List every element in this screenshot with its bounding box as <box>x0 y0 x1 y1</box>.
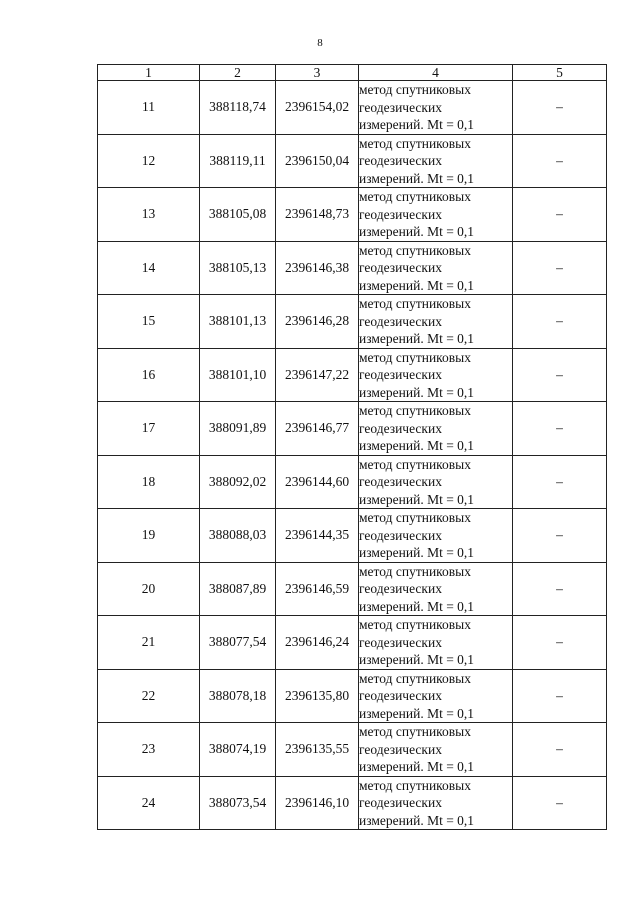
method-line: геодезических <box>359 420 442 436</box>
coordinate-x-cell: 388105,08 <box>200 188 276 242</box>
point-number-cell: 11 <box>98 81 200 135</box>
method-cell <box>359 348 513 402</box>
table-row <box>98 776 607 830</box>
method-line: измерений. Mt = 0,1 <box>359 438 475 453</box>
method-line: измерений. Mt = 0,1 <box>359 384 475 400</box>
method-line: геодезических <box>359 634 442 650</box>
coordinate-y-cell: 2396146,28 <box>276 295 359 349</box>
coordinate-x-cell: 388077,54 <box>200 616 276 670</box>
point-number-cell: 13 <box>98 188 200 242</box>
table-row <box>98 348 607 402</box>
coordinate-x-cell: 388078,18 <box>200 669 276 723</box>
method-line: измерений. Mt = 0,1 <box>359 598 475 614</box>
table-row <box>98 402 607 456</box>
method-cell <box>359 188 513 242</box>
coordinate-y-cell: 2396146,59 <box>276 562 359 616</box>
point-number-cell: 19 <box>98 509 200 563</box>
note-cell: – <box>513 348 607 402</box>
method-cell <box>359 776 513 830</box>
table-row <box>98 723 607 777</box>
header-cell-2: 2 <box>200 65 276 81</box>
method-line: метод спутниковых <box>359 563 471 579</box>
table-row <box>98 134 607 188</box>
method-line: измерений. Mt = 0,1 <box>359 545 475 560</box>
method-line: геодезических <box>359 474 442 489</box>
point-number-cell: 23 <box>98 723 200 777</box>
coordinate-x-cell: 388119,11 <box>200 134 276 188</box>
method-line: измерений. Mt = 0,1 <box>359 331 475 346</box>
note-cell: – <box>513 295 607 349</box>
point-number-cell: 20 <box>98 562 200 616</box>
method-cell <box>359 295 513 349</box>
method-line: измерений. Mt = 0,1 <box>359 117 475 132</box>
point-number-cell: 14 <box>98 241 200 295</box>
coordinate-y-cell: 2396148,73 <box>276 188 359 242</box>
method-line: геодезических <box>359 688 442 703</box>
coordinate-y-cell: 2396146,24 <box>276 616 359 670</box>
method-cell <box>359 723 513 777</box>
coordinate-x-cell: 388105,13 <box>200 241 276 295</box>
method-line: геодезических <box>359 153 442 168</box>
coordinate-y-cell: 2396150,04 <box>276 134 359 188</box>
method-line: метод спутниковых <box>359 777 471 793</box>
method-line: метод спутниковых <box>359 189 471 204</box>
method-line: метод спутниковых <box>359 296 471 311</box>
header-cell-4: 4 <box>359 65 513 81</box>
header-row <box>98 65 607 81</box>
coordinate-x-cell: 388101,13 <box>200 295 276 349</box>
method-line: геодезических <box>359 741 442 757</box>
method-cell <box>359 509 513 563</box>
coordinate-y-cell: 2396135,80 <box>276 669 359 723</box>
method-line: геодезических <box>359 99 442 115</box>
method-cell <box>359 616 513 670</box>
method-cell <box>359 455 513 509</box>
note-cell: – <box>513 776 607 830</box>
method-cell <box>359 669 513 723</box>
method-line: метод спутниковых <box>359 242 471 258</box>
point-number-cell: 16 <box>98 348 200 402</box>
point-number-cell: 24 <box>98 776 200 830</box>
method-line: метод спутниковых <box>359 617 471 632</box>
coordinate-y-cell: 2396146,38 <box>276 241 359 295</box>
coordinate-y-cell: 2396144,35 <box>276 509 359 563</box>
method-line: метод спутниковых <box>359 724 471 739</box>
page-number: 8 <box>317 37 323 49</box>
point-number-cell: 21 <box>98 616 200 670</box>
method-line: метод спутниковых <box>359 510 471 525</box>
note-cell: – <box>513 402 607 456</box>
coordinate-x-cell: 388073,54 <box>200 776 276 830</box>
method-line: геодезических <box>359 367 442 382</box>
method-line: геодезических <box>359 795 442 810</box>
note-cell: – <box>513 723 607 777</box>
method-line: измерений. Mt = 0,1 <box>359 491 475 507</box>
method-cell <box>359 134 513 188</box>
method-line: метод спутниковых <box>359 135 471 151</box>
method-line: метод спутниковых <box>359 349 471 365</box>
table-row <box>98 295 607 349</box>
note-cell: – <box>513 562 607 616</box>
note-cell: – <box>513 81 607 135</box>
method-line: измерений. Mt = 0,1 <box>359 170 475 186</box>
table-row <box>98 81 607 135</box>
method-line: измерений. Mt = 0,1 <box>359 224 475 239</box>
table-row <box>98 509 607 563</box>
note-cell: – <box>513 455 607 509</box>
coordinates-table <box>97 64 607 830</box>
point-number-cell: 15 <box>98 295 200 349</box>
header-cell-5: 5 <box>513 65 607 81</box>
table-row <box>98 616 607 670</box>
coordinate-x-cell: 388092,02 <box>200 455 276 509</box>
table-body <box>98 81 607 830</box>
note-cell: – <box>513 241 607 295</box>
method-line: геодезических <box>359 313 442 329</box>
header-cell-3: 3 <box>276 65 359 81</box>
point-number-cell: 17 <box>98 402 200 456</box>
table-row <box>98 241 607 295</box>
coordinate-x-cell: 388118,74 <box>200 81 276 135</box>
table-row <box>98 455 607 509</box>
point-number-cell: 12 <box>98 134 200 188</box>
method-line: измерений. Mt = 0,1 <box>359 759 475 774</box>
method-line: метод спутниковых <box>359 82 471 97</box>
method-line: геодезических <box>359 581 442 596</box>
method-cell <box>359 402 513 456</box>
point-number-cell: 22 <box>98 669 200 723</box>
coordinate-x-cell: 388101,10 <box>200 348 276 402</box>
method-cell <box>359 241 513 295</box>
method-line: измерений. Mt = 0,1 <box>359 705 475 721</box>
coordinate-y-cell: 2396146,10 <box>276 776 359 830</box>
coordinate-y-cell: 2396135,55 <box>276 723 359 777</box>
point-number-cell: 18 <box>98 455 200 509</box>
method-cell <box>359 81 513 135</box>
method-line: геодезических <box>359 260 442 275</box>
method-line: метод спутниковых <box>359 403 471 418</box>
coordinate-x-cell: 388088,03 <box>200 509 276 563</box>
method-line: измерений. Mt = 0,1 <box>359 277 475 293</box>
note-cell: – <box>513 134 607 188</box>
table-row <box>98 188 607 242</box>
coordinate-x-cell: 388091,89 <box>200 402 276 456</box>
method-cell <box>359 562 513 616</box>
coordinate-y-cell: 2396146,77 <box>276 402 359 456</box>
table-row <box>98 562 607 616</box>
coordinate-x-cell: 388074,19 <box>200 723 276 777</box>
note-cell: – <box>513 509 607 563</box>
note-cell: – <box>513 669 607 723</box>
method-line: измерений. Mt = 0,1 <box>359 812 475 828</box>
method-line: метод спутниковых <box>359 456 471 472</box>
note-cell: – <box>513 616 607 670</box>
coordinate-y-cell: 2396147,22 <box>276 348 359 402</box>
method-line: измерений. Mt = 0,1 <box>359 652 475 667</box>
coordinate-y-cell: 2396154,02 <box>276 81 359 135</box>
note-cell: – <box>513 188 607 242</box>
method-line: геодезических <box>359 527 442 543</box>
method-line: метод спутниковых <box>359 670 471 686</box>
coordinate-y-cell: 2396144,60 <box>276 455 359 509</box>
coordinate-x-cell: 388087,89 <box>200 562 276 616</box>
table-row <box>98 669 607 723</box>
header-cell-1: 1 <box>98 65 200 81</box>
method-line: геодезических <box>359 206 442 222</box>
